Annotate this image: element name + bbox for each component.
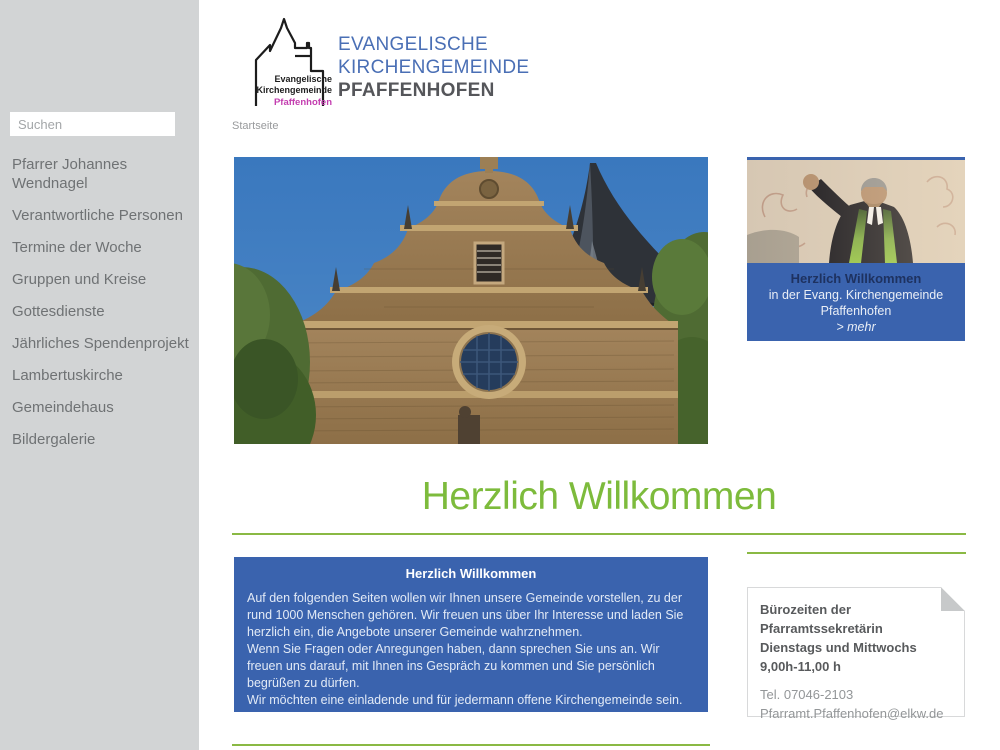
church-photo-image [234, 157, 708, 444]
teaser-line2: Pfaffenhofen [820, 304, 892, 318]
wordmark-line1: EVANGELISCHE [338, 34, 489, 55]
teaser-text-box [747, 263, 965, 341]
sidebar-item-bildergalerie[interactable]: Bildergalerie [12, 431, 96, 448]
office-hours-card [747, 587, 965, 721]
sidebar-item-gottesdienste[interactable]: Gottesdienste [12, 303, 105, 320]
teaser-line1: in der Evang. Kirchengemeinde [768, 288, 944, 302]
sidebar [0, 0, 199, 750]
site-wordmark [338, 33, 529, 102]
divider-right-column [747, 552, 966, 554]
logo-text-line3: Pfaffenhofen [273, 97, 332, 108]
office-phone: Tel. 07046-2103 [760, 687, 854, 702]
wordmark-line2: KIRCHENGEMEINDE [338, 57, 530, 78]
welcome-teaser[interactable] [747, 157, 965, 341]
welcome-paragraph-3: Wir möchten eine einladende und für jedermann offene Kirchengemeinde sein. [247, 693, 683, 707]
breadcrumb: Startseite [232, 120, 279, 132]
sidebar-nav [12, 155, 194, 462]
sidebar-item-lambertuskirche[interactable]: Lambertuskirche [12, 367, 123, 384]
welcome-text-box [234, 557, 708, 712]
sidebar-item-gemeindehaus[interactable]: Gemeindehaus [12, 399, 114, 416]
sidebar-item-verantwortliche-personen[interactable]: Verantwortliche Personen [12, 207, 183, 224]
welcome-paragraph-1: Auf den folgenden Seiten wollen wir Ihnen unsere Gemeinde vorstellen, zu der rund 1000 Menschen gehören. Wir freuen uns über Ihr Interesse und laden Sie herzlich ein, die Angebote unserer Gemeinde wahrznehmen. [247, 591, 684, 639]
welcome-paragraph-2: Wenn Sie Fragen oder Anregungen haben, dann sprechen Sie uns an. Wir freuen uns darauf, mit Ihnen ins Gespräch zu kommen und Sie persönlich begrüßen zu dürfen. [247, 642, 660, 690]
welcome-box-title: Herzlich Willkommen [405, 566, 537, 581]
sidebar-item-gruppen-und-kreise[interactable]: Gruppen und Kreise [12, 271, 147, 288]
wordmark-line3: PFAFFENHOFEN [338, 80, 495, 101]
office-hours-line1: Bürozeiten der [760, 602, 852, 617]
office-hours-line2: Pfarramtssekretärin [760, 621, 883, 636]
office-email: Pfarramt.Pfaffenhofen@elkw.de [760, 706, 944, 721]
logo-text-line2: Kirchengemeinde [256, 85, 332, 95]
folded-corner-cut [941, 587, 965, 611]
sidebar-item-termine-der-woche[interactable]: Termine der Woche [12, 239, 142, 256]
church-logo-icon[interactable] [248, 14, 334, 110]
divider-bottom [232, 744, 710, 746]
page-title: Herzlich Willkommen [421, 475, 777, 518]
teaser-title: Herzlich Willkommen [790, 271, 922, 286]
office-hours-line3: Dienstags und Mittwochs [760, 640, 917, 655]
more-link[interactable]: > mehr [836, 320, 876, 334]
pastor-photo-image [747, 157, 965, 263]
search-input[interactable] [10, 112, 175, 136]
sidebar-item-pfarrer-johannes-wendnagel[interactable]: Pfarrer Johannes Wendnagel [12, 156, 128, 192]
office-hours-line4: 9,00h-11,00 h [760, 659, 841, 674]
sidebar-item-jaehrliches-spendenprojekt[interactable]: Jährliches Spendenprojekt [12, 335, 189, 352]
logo-text-line1: Evangelische [274, 74, 332, 84]
divider-main [232, 533, 966, 535]
